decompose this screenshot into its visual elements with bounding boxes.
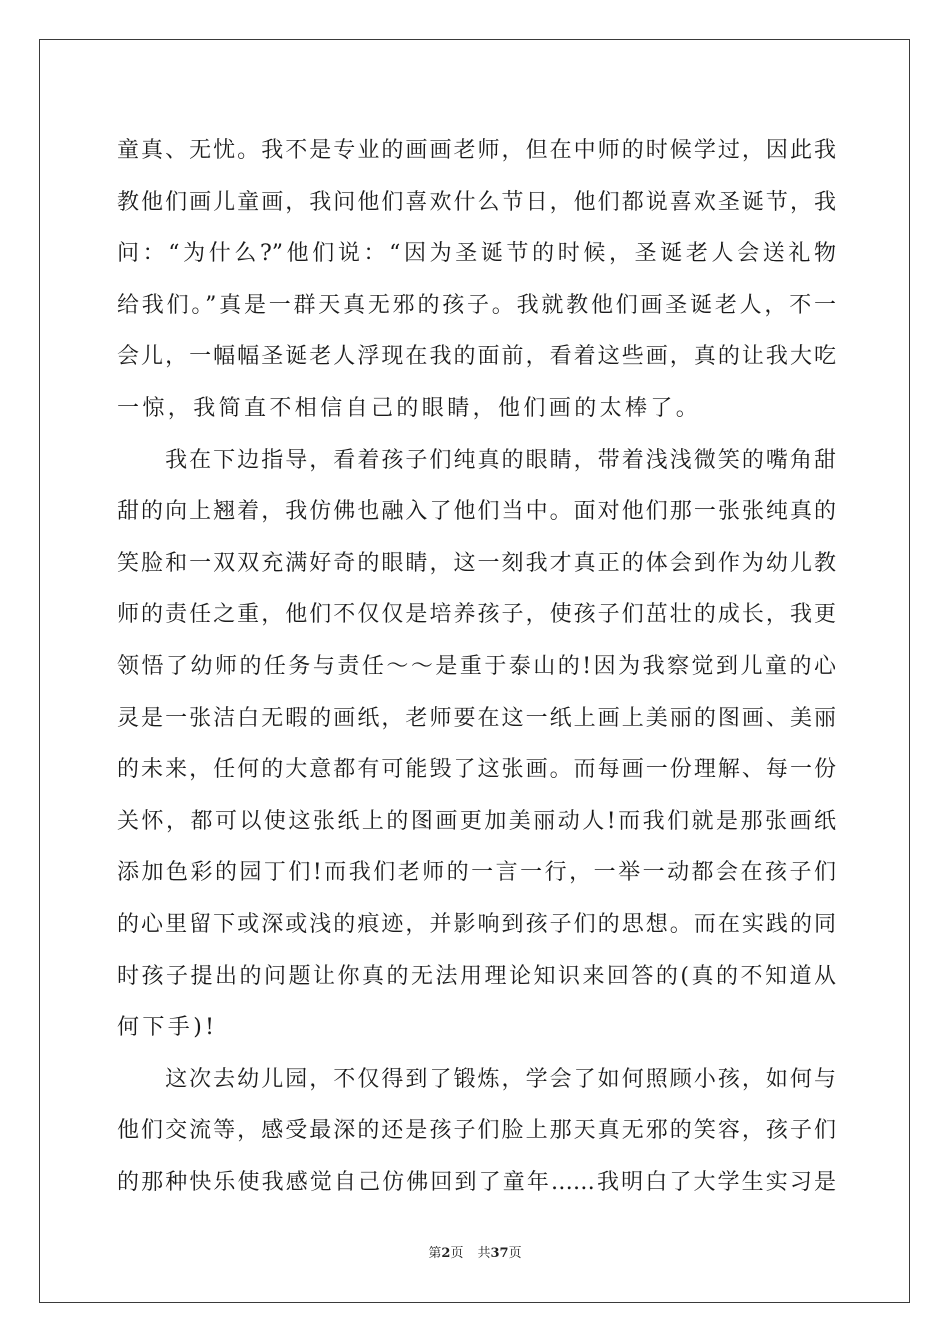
text-line: 的未来，任何的大意都有可能毁了这张画。而每画一份理解、每一份 [117,757,836,783]
text-line: 时孩子提出的问题让你真的无法用理论知识来回答的(真的不知道从 [117,963,836,989]
page-prefix: 第 [428,1246,442,1261]
text-line: 甜的向上翘着，我仿佛也融入了他们当中。面对他们那一张张纯真的 [117,499,836,525]
total-pages: 37 [490,1246,509,1261]
page-footer [0,1242,950,1261]
total-suffix: 页 [508,1246,522,1261]
text-line: 笑脸和一双双充满好奇的眼睛，这一刻我才真正的体会到作为幼儿教 [117,550,836,576]
text-line: 问：“为什么?”他们说：“因为圣诞节的时候，圣诞老人会送礼物 [117,241,836,267]
page-suffix: 页 [450,1246,464,1261]
page-number: 2 [441,1246,451,1261]
text-line: 的心里留下或深或浅的痕迹，并影响到孩子们的思想。而在实践的同 [117,911,836,937]
text-line: 一惊，我简直不相信自己的眼睛，他们画的太棒了。 [117,395,702,421]
text-line: 师的责任之重，他们不仅仅是培养孩子，使孩子们茁壮的成长，我更 [117,602,836,628]
text-line: 我在下边指导，看着孩子们纯真的眼睛，带着浅浅微笑的嘴角甜 [117,447,836,473]
text-line: 教他们画儿童画，我问他们喜欢什么节日，他们都说喜欢圣诞节，我 [117,189,836,215]
text-line: 他们交流等，感受最深的还是孩子们脸上那天真无邪的笑容，孩子们 [117,1118,836,1144]
text-line: 这次去幼儿园，不仅得到了锻炼，学会了如何照顾小孩，如何与 [117,1066,836,1092]
text-line: 添加色彩的园丁们!而我们老师的一言一行，一举一动都会在孩子们 [117,860,836,886]
total-prefix: 共 [477,1246,491,1261]
document-body [117,125,836,1208]
text-line: 给我们。”真是一群天真无邪的孩子。我就教他们画圣诞老人，不一 [117,292,836,318]
text-line: 的那种快乐使我感觉自己仿佛回到了童年……我明白了大学生实习是 [117,1169,836,1195]
text-line: 灵是一张洁白无暇的画纸，老师要在这一纸上画上美丽的图画、美丽 [117,705,836,731]
text-line: 关怀，都可以使这张纸上的图画更加美丽动人!而我们就是那张画纸 [117,808,836,834]
text-line: 会儿，一幅幅圣诞老人浮现在我的面前，看着这些画，真的让我大吃 [117,344,836,370]
text-line: 何下手)! [117,1015,218,1041]
text-line: 童真、无忧。我不是专业的画画老师，但在中师的时候学过，因此我 [117,138,836,163]
text-line: 领悟了幼师的任务与责任～～是重于泰山的!因为我察觉到儿童的心 [117,653,836,679]
